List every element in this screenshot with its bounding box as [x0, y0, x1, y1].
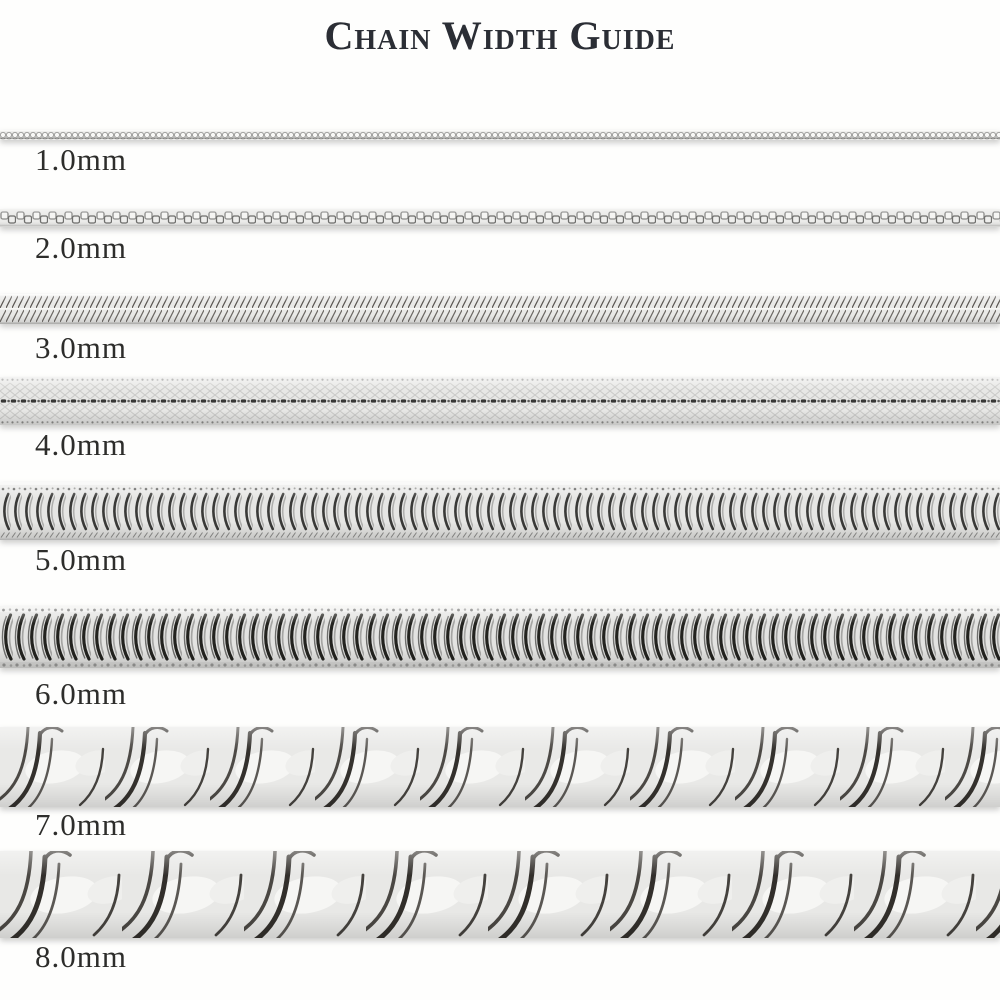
- chain-width-label: 2.0mm: [35, 230, 127, 265]
- chain-image-4mm-snake: [0, 377, 1000, 425]
- chain-width-label: 1.0mm: [35, 142, 127, 177]
- chain-width-label: 7.0mm: [35, 807, 127, 842]
- chain-image-2mm-box: [0, 209, 1000, 227]
- chain-image-5mm-snake: [0, 482, 1000, 540]
- chain-width-label: 4.0mm: [35, 427, 127, 462]
- chain-image-3mm-snake: [0, 294, 1000, 324]
- chain-width-label: 5.0mm: [35, 542, 127, 577]
- chain-image-8mm-rope: [0, 851, 1000, 938]
- chain-width-label: 6.0mm: [35, 676, 127, 711]
- page-title: Chain Width Guide: [324, 13, 676, 58]
- chain-width-label: 3.0mm: [35, 330, 127, 365]
- chain-image-1mm-box: [0, 130, 1000, 140]
- chain-width-label: 8.0mm: [35, 939, 127, 974]
- chain-image-7mm-rope: [0, 727, 1000, 807]
- chain-image-6mm-snake: [0, 606, 1000, 668]
